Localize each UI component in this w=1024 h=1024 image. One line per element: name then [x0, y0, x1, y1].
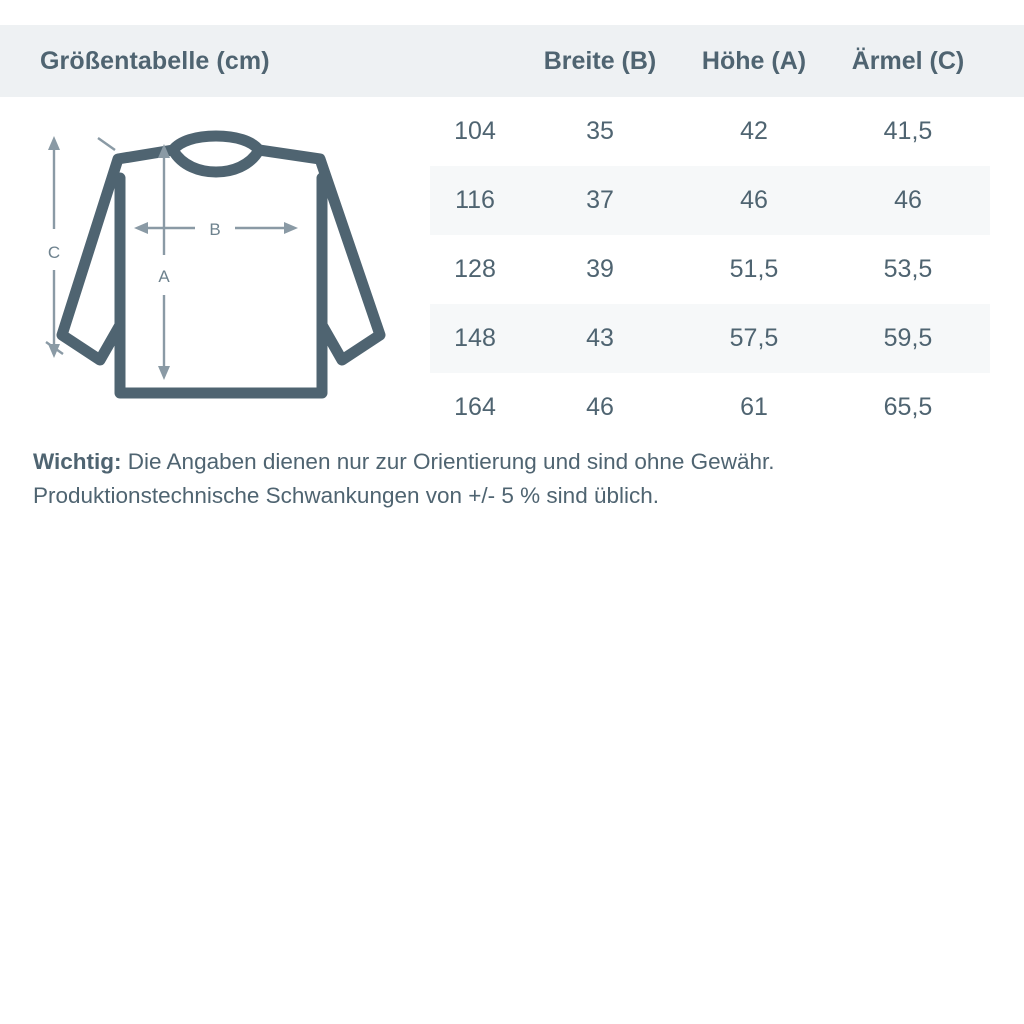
cell-width: 39	[586, 255, 614, 283]
cell-sleeve: 59,5	[883, 324, 933, 352]
table-row	[430, 97, 990, 166]
label-a: A	[158, 267, 170, 286]
size-table	[430, 97, 990, 442]
note-line-2: Produktionstechnische Schwankungen von +/- 5 % sind üblich.	[33, 483, 660, 508]
header-col-width: Breite (B)	[543, 46, 657, 75]
cell-sleeve: 46	[894, 186, 922, 214]
cell-width: 35	[586, 117, 614, 145]
page-title: Größentabelle (cm)	[40, 46, 270, 75]
label-b: B	[209, 220, 221, 239]
cell-sleeve: 65,5	[883, 393, 933, 421]
table-header-band	[0, 25, 1024, 97]
cell-size: 116	[455, 186, 495, 214]
cell-width: 43	[586, 324, 614, 352]
header-col-sleeve: Ärmel (C)	[851, 46, 965, 75]
cell-size: 164	[454, 393, 496, 421]
note-line-1: Die Angaben dienen nur zur Orientierung und sind ohne Gewähr.	[121, 449, 775, 474]
table-row	[430, 373, 990, 442]
garment-illustration	[20, 110, 430, 430]
cell-height: 42	[740, 117, 768, 145]
table-row	[430, 235, 990, 304]
cell-size: 104	[454, 117, 496, 145]
cell-width: 37	[586, 186, 614, 214]
disclaimer-note	[33, 445, 983, 513]
cell-height: 51,5	[729, 255, 779, 283]
cell-width: 46	[586, 393, 614, 421]
table-row	[430, 166, 990, 235]
cell-height: 46	[740, 186, 768, 214]
header-col-height: Höhe (A)	[701, 46, 807, 75]
cell-size: 148	[454, 324, 496, 352]
sweater-outline	[62, 136, 380, 393]
cell-height: 61	[740, 393, 768, 421]
table-row	[430, 304, 990, 373]
cell-size: 128	[454, 255, 496, 283]
cell-sleeve: 41,5	[883, 117, 933, 145]
cell-sleeve: 53,5	[883, 255, 933, 283]
sweater-diagram-svg	[20, 110, 430, 430]
note-lead: Wichtig:	[33, 449, 122, 474]
label-c: C	[47, 243, 61, 262]
cell-height: 57,5	[729, 324, 779, 352]
header-columns	[430, 25, 990, 97]
